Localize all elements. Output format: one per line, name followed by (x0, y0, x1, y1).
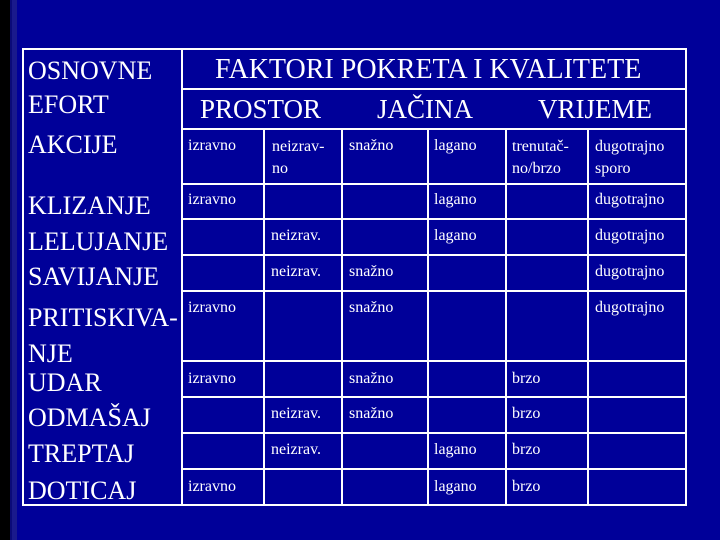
subheader-neizravno: neizrav- no (272, 138, 325, 177)
table-title: FAKTORI POKRETA I KVALITETE (215, 54, 642, 85)
row-name-odmasaj: ODMAŠAJ (28, 403, 151, 432)
table-cell: brzo (512, 405, 541, 422)
table-cell: brzo (512, 370, 541, 387)
row-name-klizanje: KLIZANJE (28, 191, 151, 220)
table-cell: neizrav. (271, 227, 322, 244)
table-cell: lagano (434, 227, 477, 244)
table-cell: dugotrajno (595, 263, 665, 280)
row-name-pritiskivanje: PRITISKIVA- NJE (28, 303, 178, 368)
table-cell: brzo (512, 478, 541, 495)
table-cell: dugotrajno (595, 191, 665, 208)
table-cell: brzo (512, 441, 541, 458)
subheader-lagano: lagano (434, 137, 477, 154)
table-cell: snažno (349, 299, 394, 316)
table-cell: neizrav. (271, 441, 322, 458)
table-cell: snažno (349, 263, 394, 280)
subheader-trenutacno-brzo: trenutač- no/brzo (512, 138, 569, 177)
group-prostor: PROSTOR (200, 94, 322, 124)
table-cell: neizrav. (271, 263, 322, 280)
header-line-osnovne: OSNOVNE (28, 56, 153, 85)
table-cell: lagano (434, 441, 477, 458)
table-cell: izravno (188, 370, 236, 387)
table-cell: snažno (349, 405, 394, 422)
table-cell: lagano (434, 478, 477, 495)
subheader-dugotrajno-sporo: dugotrajno sporo (595, 138, 665, 177)
header-line-akcije: AKCIJE (28, 130, 118, 159)
subheader-izravno: izravno (188, 137, 236, 154)
row-name-udar: UDAR (28, 368, 102, 397)
table-cell: izravno (188, 478, 236, 495)
row-name-lelujanje: LELUJANJE (28, 227, 169, 256)
table-cell: izravno (188, 191, 236, 208)
group-jacina: JAČINA (377, 94, 474, 124)
row-name-doticaj: DOTICAJ (28, 476, 137, 505)
table-cell: snažno (349, 370, 394, 387)
row-name-treptaj: TREPTAJ (28, 439, 135, 468)
group-vrijeme: VRIJEME (538, 94, 652, 124)
subheader-snazno: snažno (349, 137, 394, 154)
table-cell: neizrav. (271, 405, 322, 422)
header-line-efort: EFORT (28, 90, 109, 119)
table-cell: dugotrajno (595, 299, 665, 316)
table-cell: dugotrajno (595, 227, 665, 244)
table-cell: izravno (188, 299, 236, 316)
row-name-savijanje: SAVIJANJE (28, 262, 159, 291)
table-cell: lagano (434, 191, 477, 208)
